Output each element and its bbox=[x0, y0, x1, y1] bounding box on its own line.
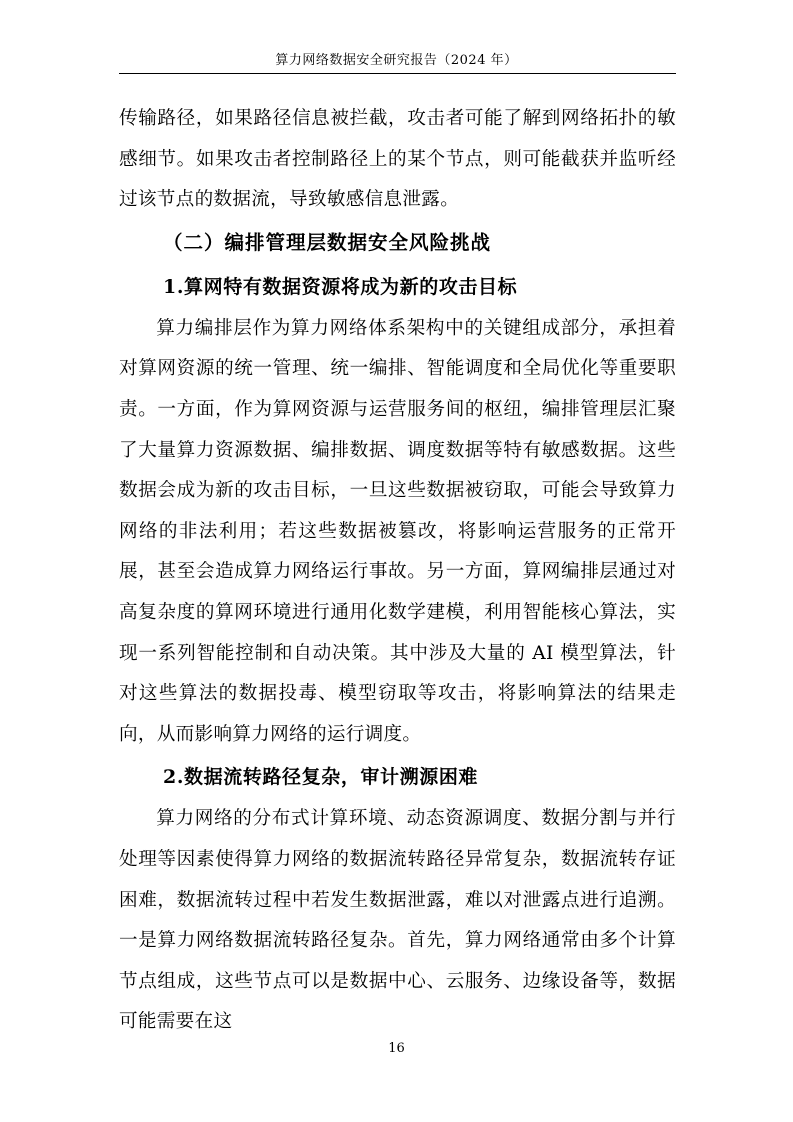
subsection-2-paragraph: 算力网络的分布式计算环境、动态资源调度、数据分割与并行处理等因素使得算力网络的数据流转路径异常复杂，数据流转存证困难，数据流转过程中若发生数据泄露，难以对泄露点进行追溯。一是算力网络数据流转路径复杂。首先，算力网络通常由多个计算节点组成，这些节点可以是数据中心、云服务、边缘设备等，数据可能需要在这 bbox=[119, 808, 676, 1033]
header-divider bbox=[119, 73, 676, 74]
running-header: 算力网络数据安全研究报告（2024 年） bbox=[275, 53, 518, 68]
subsection-heading-2: 2.数据流转路径复杂，审计溯源困难 bbox=[163, 766, 479, 789]
page-body bbox=[119, 99, 676, 1043]
subsection-1-paragraph: 算力编排层作为算力网络体系架构中的关键组成部分，承担着对算网资源的统一管理、统一编排、智能调度和全局优化等重要职责。一方面，作为算网资源与运营服务间的枢纽，编排管理层汇聚了大量算力资源数据、编排数据、调度数据等特有敏感数据。这些数据会成为新的攻击目标，一旦这些数据被窃取，可能会导致算力网络的非法利用；若这些数据被篡改，将影响运营服务的正常开展，甚至会造成算力网络运行事故。另一方面，算网编排层通过对高复杂度的算网环境进行通用化数学建模，利用智能核心算法，实现一系列智能控制和自动决策。其中涉及大量的 AI 模型算法，针对这些算法的数据投毒、模型窃取等攻击，将影响算法的结果走向，从而影响算力网络的运行调度。 bbox=[119, 317, 676, 745]
page-number: 16 bbox=[388, 1041, 405, 1056]
section-heading: （二）编排管理层数据安全风险挑战 bbox=[163, 230, 492, 254]
continued-paragraph: 传输路径，如果路径信息被拦截，攻击者可能了解到网络拓扑的敏感细节。如果攻击者控制路径上的某个节点，则可能截获并监听经过该节点的数据流，导致敏感信息泄露。 bbox=[119, 108, 676, 211]
subsection-heading-1: 1.算网特有数据资源将成为新的攻击目标 bbox=[163, 275, 518, 298]
